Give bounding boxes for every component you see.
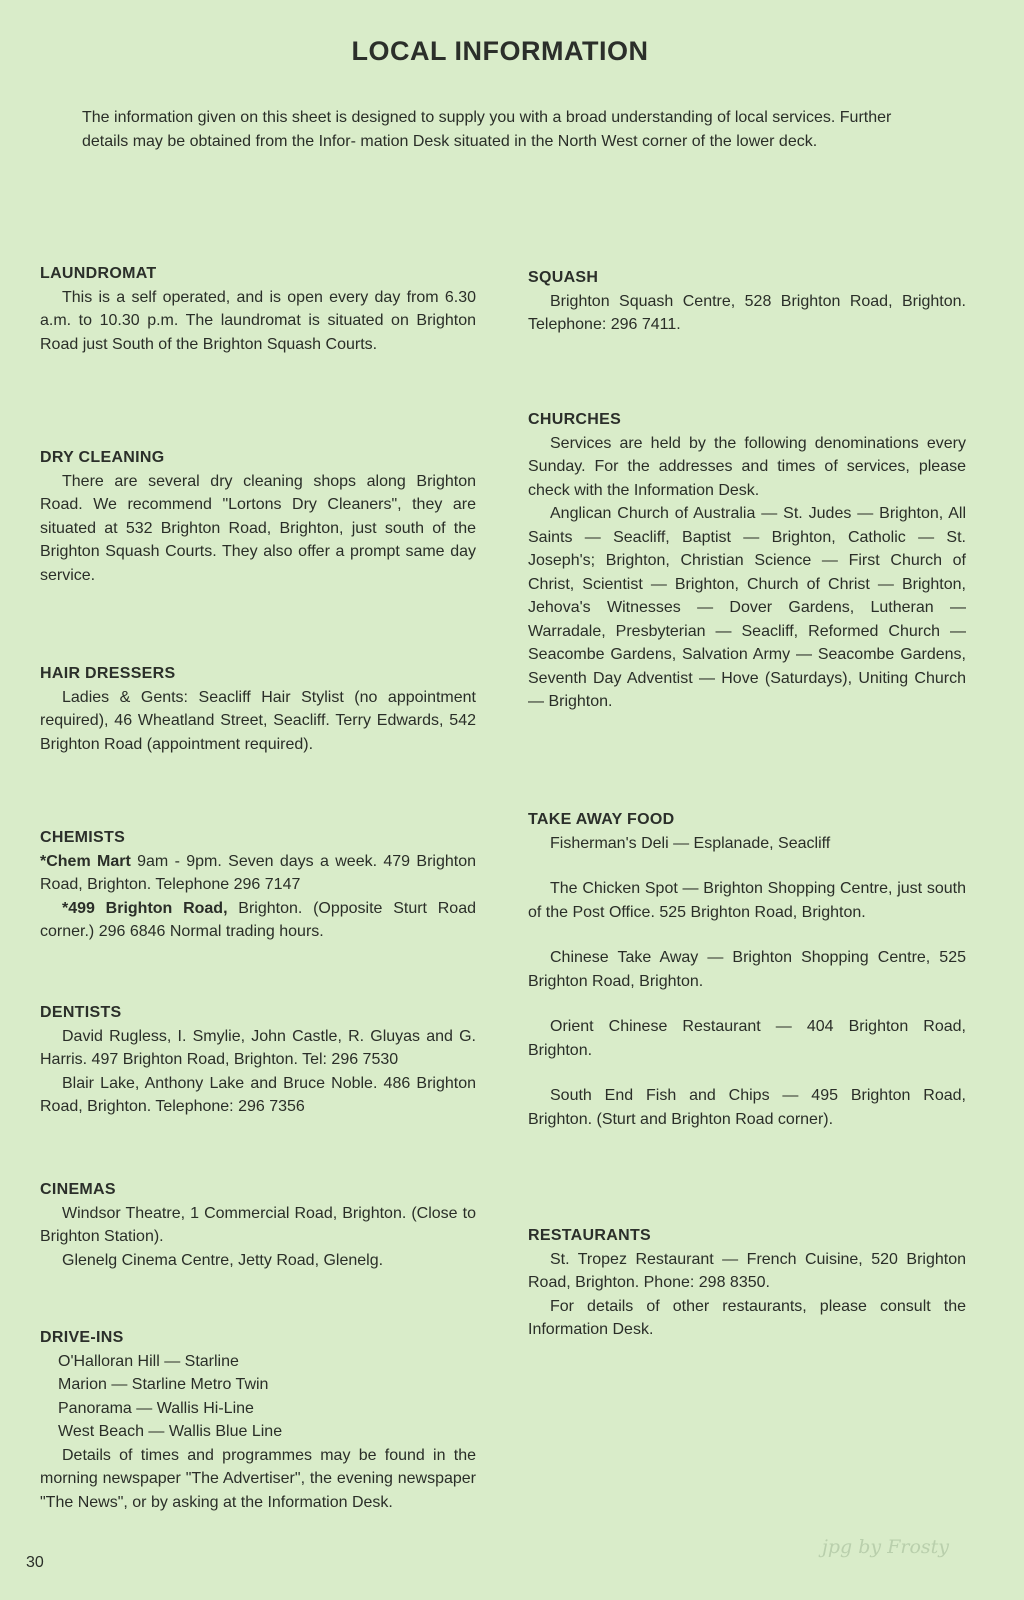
drive-ins-item: Panorama — Wallis Hi-Line — [58, 1399, 254, 1417]
cinemas-text-2: Glenelg Cinema Centre, Jetty Road, Glenelg. — [62, 1251, 384, 1269]
hair-dressers-heading: HAIR DRESSERS — [40, 665, 176, 682]
take-away-item: The Chicken Spot — Brighton Shopping Centre, just south of the Post Office. 525 Brighton Road, Brighton. — [528, 880, 966, 921]
take-away-item: Fisherman's Deli — Esplanade, Seacliff — [550, 834, 831, 852]
restaurants-section — [528, 1224, 966, 1342]
page-title: LOCAL INFORMATION — [351, 36, 649, 66]
take-away-item: Chinese Take Away — Brighton Shopping Centre, 525 Brighton Road, Brighton. — [528, 949, 966, 990]
dry-cleaning-text: There are several dry cleaning shops along Brighton Road. We recommend "Lortons Dry Cleaners", they are situated at 532 Brighton Road, Brighton, just south of the Brighton Squash Courts. They also offer a prompt same day service. — [40, 472, 476, 584]
chemists-item-chem-mart-text: 9am - 9pm. Seven days a week. 479 Brighton Road, Brighton. Telephone 296 7147 — [40, 852, 476, 893]
laundromat-text: This is a self operated, and is open every day from 6.30 a.m. to 10.30 p.m. The laundromat is situated on Brighton Road just South of the Brighton Squash Courts. — [40, 288, 476, 353]
cinemas-text-1: Windsor Theatre, 1 Commercial Road, Brighton. (Close to Brighton Station). — [40, 1204, 476, 1245]
drive-ins-section — [40, 1326, 476, 1514]
page-number: 30 — [26, 1554, 44, 1571]
chemists-item-499-name: *499 Brighton Road, — [62, 899, 228, 917]
hair-dressers-text: Ladies & Gents: Seacliff Hair Stylist (no appointment required), 46 Wheatland Street, Seacliff. Terry Edwards, 542 Brighton Road (appointment required). — [40, 688, 476, 753]
squash-text: Brighton Squash Centre, 528 Brighton Road, Brighton. Telephone: 296 7411. — [528, 292, 966, 333]
watermark-text: jpg by Frosty — [822, 1536, 950, 1558]
squash-heading: SQUASH — [528, 269, 599, 286]
chemists-heading: CHEMISTS — [40, 829, 126, 846]
hair-dressers-section — [40, 662, 476, 756]
drive-ins-item: Marion — Starline Metro Twin — [58, 1376, 269, 1393]
cinemas-heading: CINEMAS — [40, 1181, 116, 1198]
churches-heading: CHURCHES — [528, 411, 622, 428]
dentists-section — [40, 1001, 476, 1119]
dentists-text-1: David Rugless, I. Smylie, John Castle, R. Gluyas and G. Harris. 497 Brighton Road, Brighton. Tel: 296 7530 — [40, 1027, 476, 1068]
restaurants-heading: RESTAURANTS — [528, 1227, 652, 1244]
restaurants-text-2: For details of other restaurants, please consult the Information Desk. — [528, 1297, 966, 1338]
drive-ins-item: West Beach — Wallis Blue Line — [58, 1423, 283, 1440]
laundromat-heading: LAUNDROMAT — [40, 265, 157, 282]
intro-paragraph: The information given on this sheet is designed to supply you with a broad understanding of local services. Further details may be obtained from the Infor- mation Desk situated in the North West corner of the lower deck. — [82, 109, 892, 150]
churches-section — [528, 408, 966, 714]
cinemas-section — [40, 1178, 476, 1272]
take-away-item: Orient Chinese Restaurant — 404 Brighton Road, Brighton. — [528, 1018, 966, 1059]
dentists-heading: DENTISTS — [40, 1004, 122, 1021]
chemists-item-499-text: Brighton. (Opposite Sturt Road corner.) 296 6846 Normal trading hours. — [40, 899, 476, 940]
drive-ins-heading: DRIVE-INS — [40, 1329, 124, 1346]
dentists-text-2: Blair Lake, Anthony Lake and Bruce Noble. 486 Brighton Road, Brighton. Telephone: 296 7356 — [40, 1074, 476, 1115]
restaurants-text-1: St. Tropez Restaurant — French Cuisine, 520 Brighton Road, Brighton. Phone: 298 8350. — [528, 1250, 966, 1291]
dry-cleaning-section — [40, 446, 476, 587]
chemists-item-chem-mart-name: *Chem Mart — [40, 852, 131, 870]
churches-text-2: Anglican Church of Australia — St. Judes — Brighton, All Saints — Seacliff, Baptist — Brighton, Catholic — St. Joseph's; Brighton, Christian Science — First Church of Christ, Scientist — Brighton, Church of Christ — Brighton, Jehova's Witnesses — Dover Gardens, Lutheran — Warradale, Presbyterian — Seacliff, Reformed Church — Seacombe Gardens, Salvation Army — Seacombe Gardens, Seventh Day Adventist — Hove (Saturdays), Uniting Church — Brighton. — [528, 505, 966, 710]
drive-ins-item: O'Halloran Hill — Starline — [58, 1352, 239, 1370]
drive-ins-text: Details of times and programmes may be found in the morning newspaper "The Advertiser", the evening newspaper "The News", or by asking at the Information Desk. — [40, 1446, 476, 1511]
squash-section — [528, 266, 966, 337]
chemists-item-chem-mart — [40, 850, 476, 897]
take-away-heading: TAKE AWAY FOOD — [528, 811, 675, 828]
chemists-item-499 — [40, 897, 476, 944]
take-away-section — [528, 808, 966, 1131]
churches-text-1: Services are held by the following denominations every Sunday. For the addresses and times of services, please check with the Information Desk. — [528, 434, 966, 499]
dry-cleaning-heading: DRY CLEANING — [40, 449, 165, 466]
take-away-item: South End Fish and Chips — 495 Brighton Road, Brighton. (Sturt and Brighton Road corner). — [528, 1087, 966, 1128]
chemists-section — [40, 826, 476, 944]
laundromat-section — [40, 262, 476, 356]
